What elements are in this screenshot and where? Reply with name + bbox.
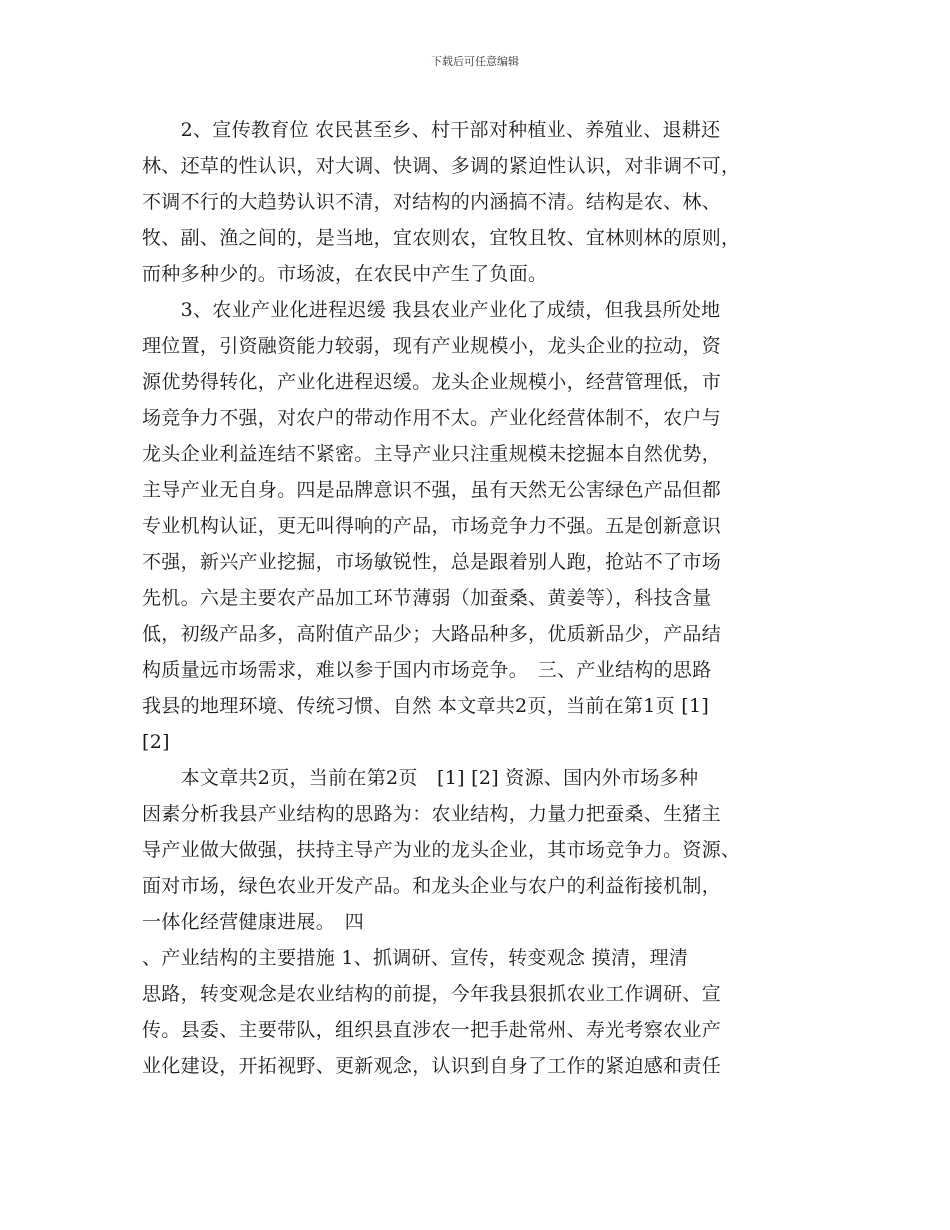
text-line: 导产业做大做强，扶持主导产为业的龙头企业，其市场竞争力。资源、 — [142, 839, 741, 861]
text-line: 本文章共2页，当前在第2页 [1] [2] 资源、国内外市场多种 — [142, 767, 699, 789]
text-line: 场竞争力不强，对农户的带动作用不太。产业化经营体制不，农户与 — [142, 407, 722, 429]
text-line: 不强，新兴产业挖掘，市场敏锐性，总是跟着别人跑，抢站不了市场 — [142, 551, 722, 573]
text-line: 低，初级产品多，高附值产品少；大路品种多，优质新品少，产品结 — [142, 623, 722, 645]
text-line: 理位置，引资融资能力较弱，现有产业规模小，龙头企业的拉动，资 — [142, 335, 722, 357]
text-line: 思路，转变观念是农业结构的前提，今年我县狠抓农业工作调研、宣 — [142, 983, 722, 1005]
text-line: 不调不行的大趋势认识不清，对结构的内涵搞不清。结构是农、林、 — [142, 191, 722, 213]
text-line: 、产业结构的主要措施 1、抓调研、宣传，转变观念 摸清，理清 — [142, 947, 689, 969]
text-line: 业化建设，开拓视野、更新观念，认识到自身了工作的紧迫感和责任 — [142, 1055, 722, 1077]
text-line: [2] — [142, 731, 170, 753]
text-line: 我县的地理环境、传统习惯、自然 本文章共2页，当前在第1页 [1] — [142, 695, 710, 717]
text-line: 龙头企业利益连结不紧密。主导产业只注重规模未挖掘本自然优势， — [142, 443, 722, 465]
text-line: 2、宣传教育位 农民甚至乡、村干部对种植业、养殖业、退耕还 — [142, 119, 721, 141]
text-line: 牧、副、渔之间的，是当地，宜农则农，宜牧且牧、宜林则林的原则， — [142, 227, 741, 249]
text-line: 专业机构认证，更无叫得响的产品，市场竞争力不强。五是创新意识 — [142, 515, 722, 537]
page-header: 下载后可任意编辑 — [431, 55, 519, 68]
text-line: 林、还草的性认识，对大调、快调、多调的紧迫性认识，对非调不可， — [142, 155, 741, 177]
text-line: 主导产业无自身。四是品牌意识不强，虽有天然无公害绿色产品但都 — [142, 479, 722, 501]
text-line: 传。县委、主要带队，组织县直涉农一把手赴常州、寿光考察农业产 — [142, 1019, 722, 1041]
text-line: 因素分析我县产业结构的思路为：农业结构，力量力把蚕桑、生猪主 — [142, 803, 722, 825]
text-line: 构质量远市场需求，难以参于国内市场竞争。 三、产业结构的思路 — [142, 659, 712, 681]
text-line: 面对市场，绿色农业开发产品。和龙头企业与农户的利益衔接机制， — [142, 875, 722, 897]
text-line: 一体化经营健康进展。 四 — [142, 911, 365, 933]
document-body — [142, 112, 810, 1084]
text-line: 3、农业产业化进程迟缓 我县农业产业化了成绩，但我县所处地 — [142, 299, 721, 321]
text-line: 源优势得转化，产业化进程迟缓。龙头企业规模小，经营管理低，市 — [142, 371, 722, 393]
text-line: 先机。六是主要农产品加工环节薄弱（加蚕桑、黄姜等），科技含量 — [142, 587, 712, 609]
text-line: 而种多种少的。市场波，在农民中产生了负面。 — [142, 263, 548, 285]
